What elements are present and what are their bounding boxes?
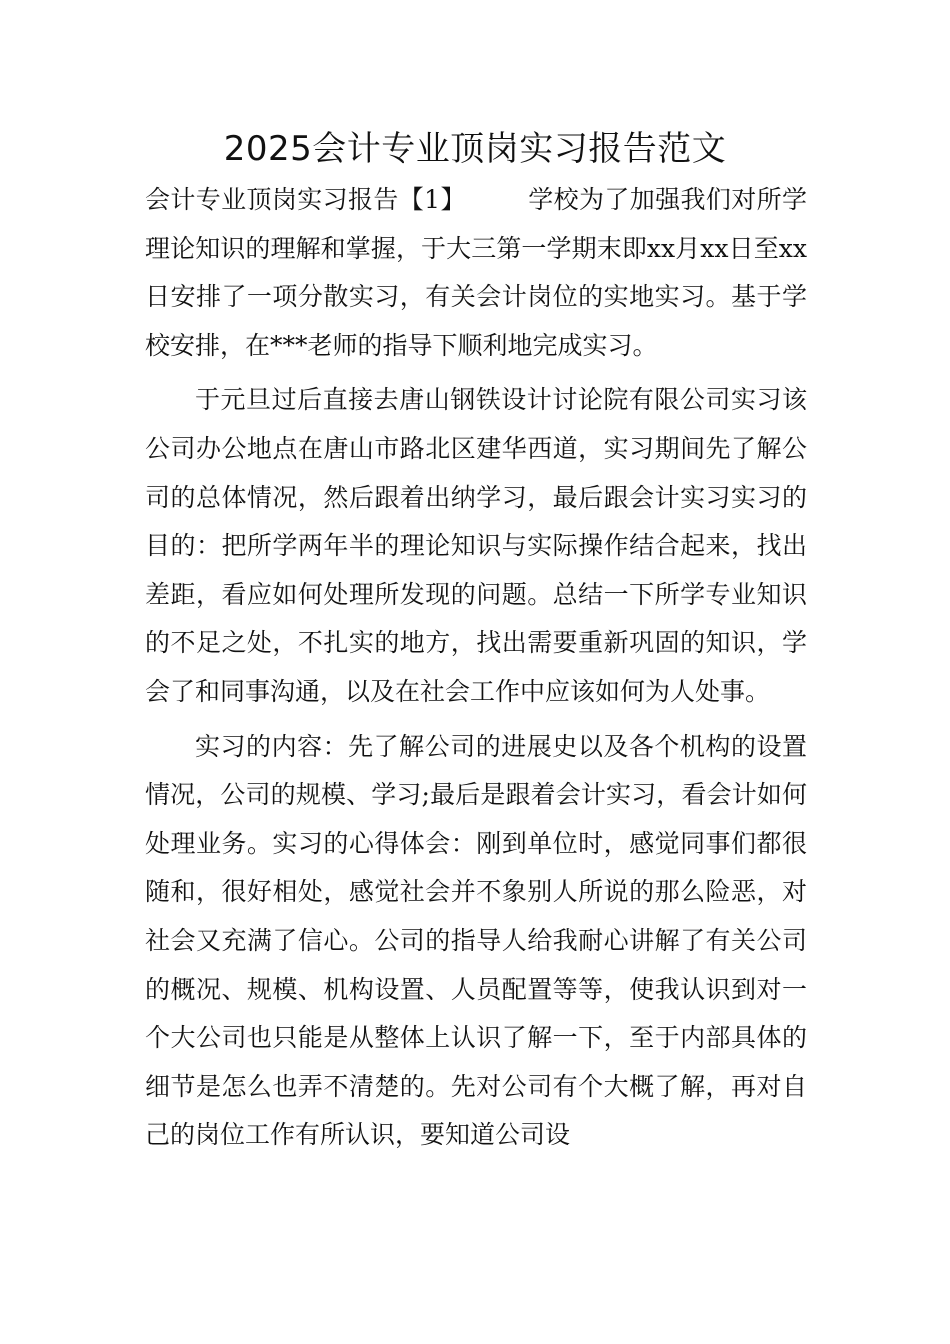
document-title: 2025会计专业顶岗实习报告范文 bbox=[223, 129, 727, 169]
paragraph-3: 实习的内容：先了解公司的进展史以及各个机构的设置情况，公司的规模、学习;最后是跟着会计实习，看会计如何处理业务。实习的心得体会：刚到单位时，感觉同事们都很随和，很好相处，感觉社会并不象别人所说的那么险恶，对社会又充满了信心。公司的指导人给我耐心讲解了有关公司的概况、规模、机构设置、人员配置等等，使我认识到对一个大公司也只能是从整体上认识了解一下，至于内部具体的细节是怎么也弄不清楚的。先对公司有个大概了解，再对自己的岗位工作有所认识，要知道公司设 bbox=[145, 731, 807, 1150]
paragraph-2: 于元旦过后直接去唐山钢铁设计讨论院有限公司实习该公司办公地点在唐山市路北区建华西道，实习期间先了解公司的总体情况，然后跟着出纳学习，最后跟会计实习实习的目的：把所学两年半的理论知识与实际操作结合起来，找出差距，看应如何处理所发现的问题。总结一下所学专业知识的不足之处，不扎实的地方，找出需要重新巩固的知识，学会了和同事沟通，以及在社会工作中应该如何为人处事。 bbox=[145, 385, 807, 706]
paragraph-1 bbox=[145, 176, 807, 370]
document-body bbox=[145, 176, 807, 1160]
section-heading: 会计专业顶岗实习报告【1】 bbox=[145, 185, 466, 214]
paragraph-text: 学校为了加强我们对所学理论知识的理解和掌握，于大三第一学期末即xx月xx日至xx日安排了一项分散实习，有关会计岗位的实地实习。基于学校安排，在***老师的指导下顺利地完成实习。 bbox=[145, 185, 807, 360]
